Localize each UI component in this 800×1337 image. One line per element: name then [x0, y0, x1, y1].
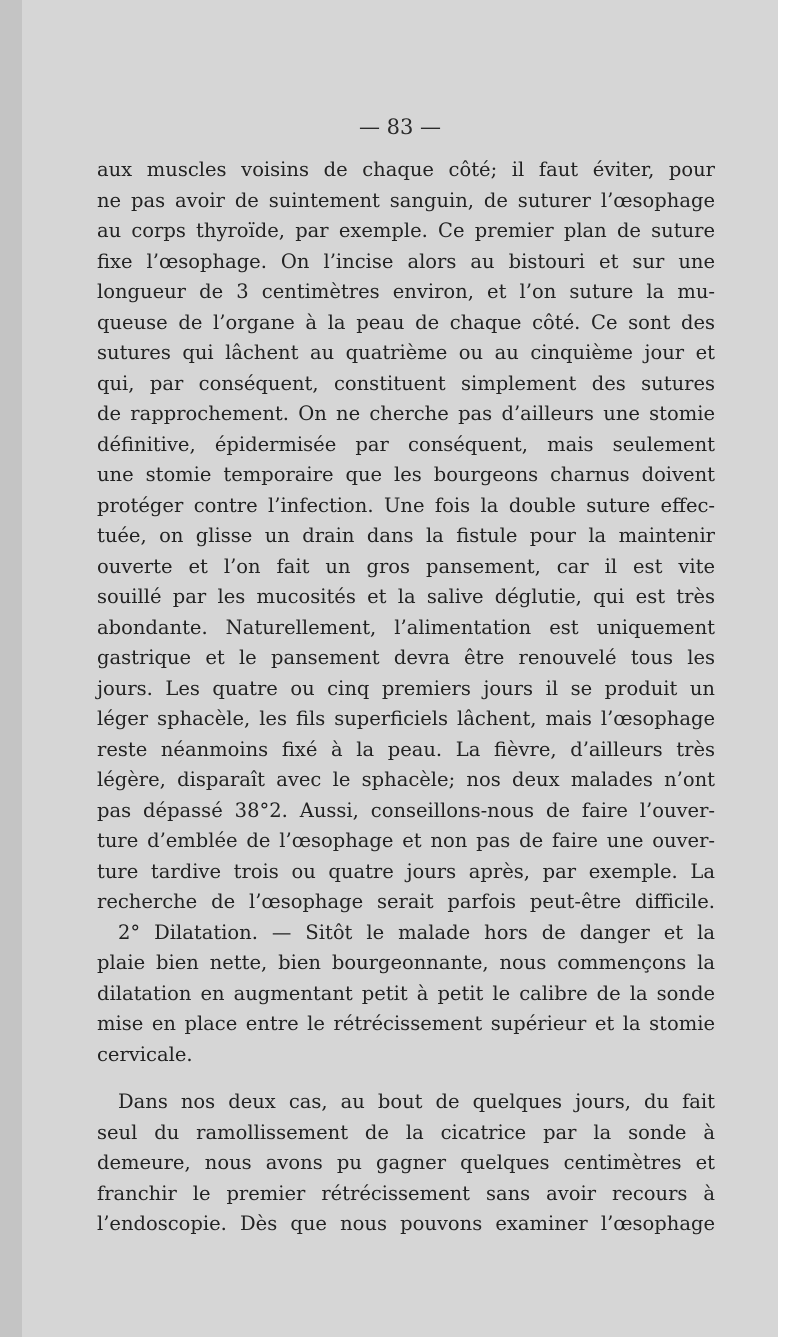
text-line: ne pas avoir de suintement sanguin, de suturer l’œsophage: [97, 188, 715, 212]
text-line: pas dépassé 38°2. Aussi, conseillons-nous de faire l’ouver-: [97, 798, 715, 822]
page-number: — 83 —: [358, 115, 442, 139]
text-line: l’endoscopie. Dès que nous pouvons examiner l’œsophage: [97, 1212, 715, 1235]
text-line: recherche de l’œsophage serait parfois peut-être difficile.: [97, 890, 715, 913]
text-line: demeure, nous avons pu gagner quelques centimètres et: [97, 1151, 715, 1174]
paragraph-gap: [97, 1070, 715, 1087]
text-line: reste néanmoins fixé à la peau. La fièvre, d’ailleurs très: [97, 737, 715, 761]
text-line: cervicale.: [97, 1042, 193, 1066]
text-line: définitive, épidermisée par conséquent, mais seulement: [97, 432, 715, 456]
page-binding-edge: [0, 0, 22, 1337]
text-line: fixe l’œsophage. On l’incise alors au bistouri et sur une: [97, 249, 715, 273]
text-line: jours. Les quatre ou cinq premiers jours il se produit un: [97, 676, 715, 700]
text-line: abondante. Naturellement, l’alimentation est uniquement: [97, 615, 715, 639]
text-line: qui, par conséquent, constituent simplement des sutures: [97, 371, 715, 395]
text-line: de rapprochement. On ne cherche pas d’ailleurs une stomie: [97, 402, 715, 425]
text-line: ture d’emblée de l’œsophage et non pas de faire une ouver-: [97, 829, 715, 852]
text-line: aux muscles voisins de chaque côté; il faut éviter, pour: [97, 158, 715, 181]
text-line: franchir le premier rétrécissement sans avoir recours à: [97, 1181, 715, 1205]
text-line: légère, disparaît avec le sphacèle; nos deux malades n’ont: [97, 768, 715, 791]
text-line: ture tardive trois ou quatre jours après, par exemple. La: [97, 859, 715, 883]
text-line: ouverte et l’on fait un gros pansement, car il est vite: [97, 554, 715, 578]
text-line: seul du ramollissement de la cicatrice par la sonde à: [97, 1120, 715, 1144]
text-line: 2° Dilatation. — Sitôt le malade hors de danger et la: [118, 920, 715, 944]
text-line: protéger contre l’infection. Une fois la double suture effec-: [97, 493, 715, 517]
text-line: plaie bien nette, bien bourgeonnante, nous commençons la: [97, 951, 715, 974]
text-line: Dans nos deux cas, au bout de quelques jours, du fait: [118, 1090, 715, 1113]
text-line: sutures qui lâchent au quatrième ou au cinquième jour et: [97, 341, 715, 364]
text-line: tuée, on glisse un drain dans la fistule pour la maintenir: [97, 524, 715, 547]
text-line: souillé par les mucosités et la salive déglutie, qui est très: [97, 585, 715, 608]
text-line: mise en place entre le rétrécissement supérieur et la stomie: [97, 1012, 715, 1035]
text-line: au corps thyroïde, par exemple. Ce premier plan de suture: [97, 219, 715, 242]
text-line: léger sphacèle, les fils superficiels lâchent, mais l’œsophage: [97, 707, 715, 730]
text-line: une stomie temporaire que les bourgeons charnus doivent: [97, 463, 715, 486]
text-line: gastrique et le pansement devra être renouvelé tous les: [97, 646, 715, 669]
text-line: longueur de 3 centimètres environ, et l’on suture la mu-: [97, 280, 715, 303]
body-text: [97, 155, 715, 1240]
text-line: queuse de l’organe à la peau de chaque côté. Ce sont des: [97, 310, 715, 334]
text-line: dilatation en augmentant petit à petit le calibre de la sonde: [97, 981, 715, 1005]
